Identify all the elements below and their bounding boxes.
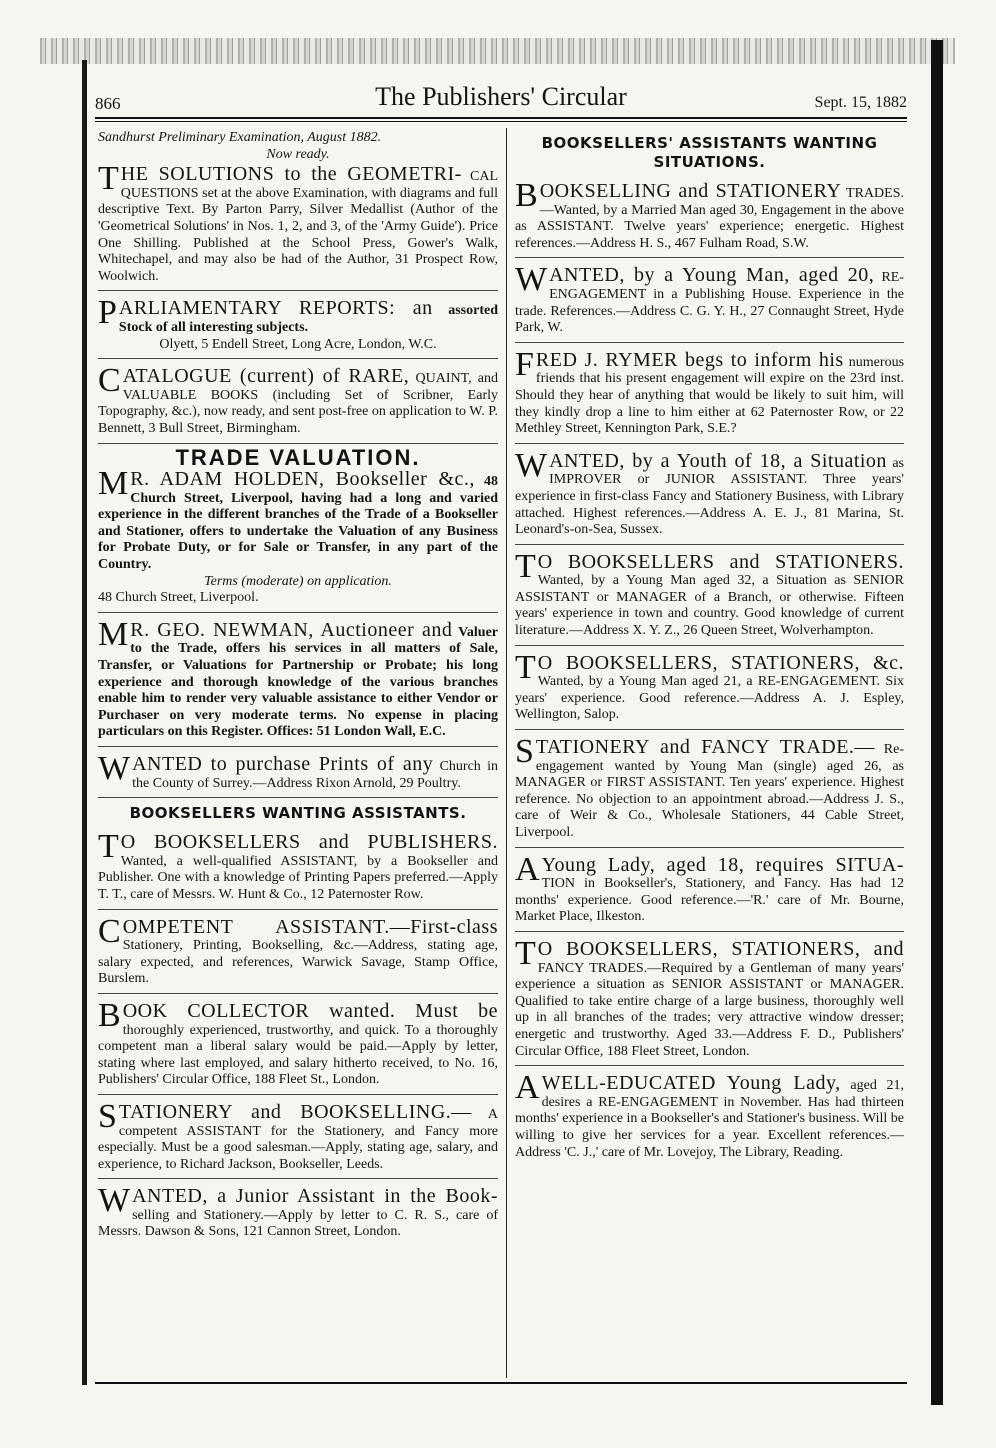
ad-well-educated — [515, 1069, 905, 1166]
header-rule — [95, 117, 907, 119]
footer-rule — [95, 1382, 907, 1384]
ad-lead: ARLIAMENTARY REPORTS: an — [118, 297, 433, 320]
ad-body: RE-ENGAGEMENT in a Publishing House. Experience in the trade. References.—Address C. G. Y. H., 27 Connaught Street, Hyde Park, W. — [515, 270, 904, 336]
ad-body: QUAINT, and VALUABLE BOOKS (including Set of Scribner, Early Topography, &c.), now ready, and sent post-free on application to W. P. Bennett, 3 Bull Street, Birmingham. — [98, 371, 499, 436]
ad-body: FANCY TRADES.—Required by a Gentleman of many years' experience a situation as SENIOR ASSISTANT or MANAGER. Qualified to take entire charge of a large business, thoroughly well up in all branches of the trades; very attractive window dresser; energetic and trustworthy. Aged 33.—Address F. D., Publishers' Circular Office, 188 Fleet Street, London. — [515, 960, 904, 1059]
page-number: 866 — [95, 94, 121, 113]
ad-lead: RED J. RYMER begs to inform his — [535, 348, 844, 371]
ad-lead: TATIONERY and BOOKSELLING.— — [118, 1100, 472, 1123]
ad-junior — [98, 1182, 498, 1246]
ad-lead: O BOOKSELLERS and PUBLISHERS. — [120, 831, 498, 854]
drop-cap: W — [515, 446, 548, 484]
scan-border-noise — [40, 38, 955, 64]
ad-body: TION in Bookseller's, Stationery, and Fancy. Has had 12 months' experience. Good reference.—'R.' care of Mr. Bourne, Market Place, Ilkeston. — [515, 876, 904, 925]
ad-body: Wanted, a well-qualified ASSISTANT, by a Bookseller and Publisher. One with a knowledge of Printing Papers preferred.—Apply T. T., care of Messrs. W. Hunt & Co., 12 Paternoster Row. — [98, 853, 498, 902]
drop-cap: A — [515, 1069, 540, 1107]
ad-lead: HE SOLUTIONS to the GEOMETRI- — [120, 163, 462, 186]
drop-cap: B — [515, 177, 538, 214]
ad-now-ready: Now ready. — [266, 146, 330, 162]
ad-young-lady-18 — [515, 850, 904, 932]
ad-publishers — [98, 828, 498, 909]
header-rule-thin — [95, 121, 907, 122]
ad-body: Wanted, by a Young Man aged 21, a RE-ENGAGEMENT. Six years' experience. Good reference.—Address A. J. Espley, Wellington, Salop. — [515, 674, 904, 723]
drop-cap: T — [98, 160, 119, 198]
ad-trades — [515, 177, 904, 258]
ad-lead: OOKSELLING and STATIONERY — [539, 180, 842, 202]
page-header — [95, 80, 907, 116]
drop-cap: S — [98, 1097, 117, 1135]
ad-body: CAL QUESTIONS set at the above Examination, with diagrams and full descriptive Text. By Parton Parry, Silver Medallist (Author of the 'Geometrical Solutions' in Nos. 1, 2, and 3, of the 'Army Guide'). Price One Shilling. Published at the School Press, Gower's Walk, Whitechapel, and may also be had of the Author, 31 Prospect Row, Woolwich. — [98, 169, 499, 284]
trade-valuation-heading: TRADE VALUATION. — [175, 444, 421, 470]
ad-rymer — [515, 345, 905, 444]
ad-body: Wanted, by a Young Man aged 32, a Situation as SENIOR ASSISTANT or MANAGER of a Branch, or otherwise. Fifteen years' experience in town and country. Good knowledge of current literature.—Address X. Y. Z., 26 Queen Street, Wolverhampton. — [515, 573, 904, 639]
drop-cap: T — [515, 547, 536, 585]
ad-lead: ANTED, by a Youth of 18, a Situation — [549, 449, 887, 472]
drop-cap: S — [515, 733, 534, 771]
ad-lead: O BOOKSELLERS, STATIONERS, and — [537, 937, 904, 960]
ad-address: Olyett, 5 Endell Street, Long Acre, London, W.C. — [159, 336, 437, 352]
ad-lead: ANTED, a Junior Assistant in the Book- — [132, 1185, 498, 1208]
ad-terms: Terms (moderate) on application. — [204, 573, 392, 589]
section-heading-assistants-wanting: BOOKSELLERS' ASSISTANTS WANTING SITUATIONS. — [541, 134, 878, 171]
ad-trade-valuation — [98, 444, 498, 613]
drop-cap: W — [98, 1182, 131, 1220]
ad-body: Re-engagement wanted by Young Man (single) aged 26, as MANAGER or FIRST ASSISTANT. Ten years' experience. Highest reference. No objection to an appointment abroad.—Address J. S., care of Weir & Co., Wholesale Stationers, 44 Cable Street, Liverpool. — [515, 742, 904, 840]
ad-young-man-20 — [515, 261, 904, 342]
ad-address: 48 Church Street, Liverpool. — [98, 590, 259, 606]
ad-body: Stationery, Printing, Bookselling, &c.—Address, stating age, salary expected, and references, Warwick Savage, Stamp Office, Burslem. — [98, 938, 498, 987]
drop-cap: M — [98, 615, 129, 653]
section-heading-booksellers-wanting: BOOKSELLERS WANTING ASSISTANTS. — [129, 804, 467, 823]
ad-body: aged 21, desires a RE-ENGAGEMENT in November. Has had thirteen months' experience in a Bookseller's and Stationer's business. Will be willing to give her services for a year. Excellent references.—Address 'C. J.,' care of Mr. Lovejoy, The Library, Reading. — [515, 1078, 905, 1160]
ad-body: 48 Church Street, Liverpool, having had a long and varied experience in the different branches of the Trade of a Bookseller and Stationer, offers to undertake the Valuation of any Business for Probate Duty, or for Sale or Transfer, in any part of the Country. — [98, 474, 498, 573]
ad-stationery-bookselling — [98, 1097, 498, 1179]
ad-body: A competent ASSISTANT for the Stationery, and Fancy more especially. Must be a good salesman.—Apply, stating age, salary, and experience, to Richard Jackson, Bookseller, Leeds. — [98, 1106, 498, 1172]
drop-cap: W — [515, 261, 548, 299]
ad-lead: ANTED to purchase Prints of any — [132, 753, 434, 775]
ad-lead: R. GEO. NEWMAN, Auctioneer and — [130, 618, 453, 641]
drop-cap: M — [98, 465, 129, 503]
left-column — [98, 130, 498, 1252]
ad-body: Valuer to the Trade, offers his services in all matters of Sale, Transfer, or Valuations for Partnership or Probate; his long experience and thorough knowledge of the various branches enable him to render very valuable assistance to either Vendor or Purchaser on very moderate terms. No expense in placing particulars on this Register. Offices: 51 London Wall, E.C. — [98, 624, 498, 740]
ad-body: Church in the County of Surrey.—Address Rixon Arnold, 29 Poultry. — [132, 759, 498, 791]
ad-lead: OMPETENT ASSISTANT.—First-class — [122, 915, 498, 938]
ad-lead: ATALOGUE (current) of RARE, — [122, 365, 410, 388]
column-divider — [506, 128, 507, 1378]
ad-lead: WELL-EDUCATED Young Lady, — [541, 1072, 841, 1095]
ad-body: numerous friends that his present engagement will expire on the 23rd inst. Should they hear of anything that would be likely to suit him, will they kindly drop a line to him either at 62 Paternoster Row, or 22 Methley Street, Kennington Park, S.E.? — [515, 354, 905, 437]
ad-intro: Sandhurst Preliminary Examination, August 1882. — [98, 130, 382, 145]
journal-title: The Publishers' Circular — [375, 82, 627, 111]
ad-newman — [98, 615, 498, 747]
ad-fancy-trades — [515, 934, 904, 1066]
ad-parliamentary — [98, 294, 499, 359]
ad-body: assorted Stock of all interesting subjects. — [118, 303, 499, 335]
ad-lead: Young Lady, aged 18, requires SITUA- — [541, 853, 904, 876]
ad-lead: ANTED, by a Young Man, aged 20, — [549, 264, 875, 287]
ad-to-booksellers-etc — [515, 648, 904, 730]
scan-right-edge — [931, 40, 943, 1405]
ad-body: thoroughly experienced, trustworthy, and quick. To a thoroughly competent man a liberal salary would be paid.—Apply by letter, stating where last employed, and salary hitherto received, to No. 16, Publishers' Circular Office, 188 Fleet St., London. — [98, 1022, 498, 1088]
ad-lead: O BOOKSELLERS, STATIONERS, &c. — [537, 651, 904, 674]
ad-body: as IMPROVER or JUNIOR ASSISTANT. Three years' experience in first-class Fancy and Stationery Business, with Library attached. Highest references.—Address A. E. J., 81 Marina, St. Leonard's-on-Sea, Sussex. — [515, 455, 904, 538]
drop-cap: C — [98, 362, 121, 400]
drop-cap: C — [98, 912, 121, 950]
drop-cap: W — [98, 750, 131, 787]
ad-fancy-trade — [515, 733, 904, 848]
drop-cap: B — [98, 996, 121, 1034]
ad-lead: R. ADAM HOLDEN, Bookseller &c., — [130, 468, 475, 491]
right-column — [515, 130, 904, 1172]
ad-body: TRADES.—Wanted, by a Married Man aged 30, Engagement in the above as ASSISTANT. Twelve years' experience; energetic. Highest references.—Address H. S., 467 Fulham Road, S.W. — [515, 186, 904, 251]
ad-competent — [98, 912, 498, 994]
ad-collector — [98, 996, 498, 1095]
drop-cap: T — [515, 648, 536, 686]
drop-cap: A — [515, 850, 540, 888]
drop-cap: T — [515, 934, 536, 972]
ad-lead: O BOOKSELLERS and STATIONERS. — [537, 550, 904, 573]
issue-date: Sept. 15, 1882 — [814, 94, 907, 111]
drop-cap: F — [515, 345, 534, 383]
drop-cap: P — [98, 294, 117, 332]
drop-cap: T — [98, 828, 119, 866]
ad-prints — [98, 750, 498, 798]
ad-lead: TATIONERY and FANCY TRADE.— — [535, 736, 875, 759]
ad-sandhurst — [98, 130, 498, 291]
ad-lead: OOK COLLECTOR wanted. Must be — [122, 999, 498, 1022]
ad-to-booksellers-stationers — [515, 547, 904, 646]
ad-youth-18 — [515, 446, 904, 545]
page-left-border — [82, 60, 87, 1385]
ad-body: selling and Stationery.—Apply by letter to C. R. S., care of Messrs. Dawson & Sons, 121 Cannon Street, London. — [98, 1207, 498, 1240]
ad-catalogue — [98, 362, 499, 443]
